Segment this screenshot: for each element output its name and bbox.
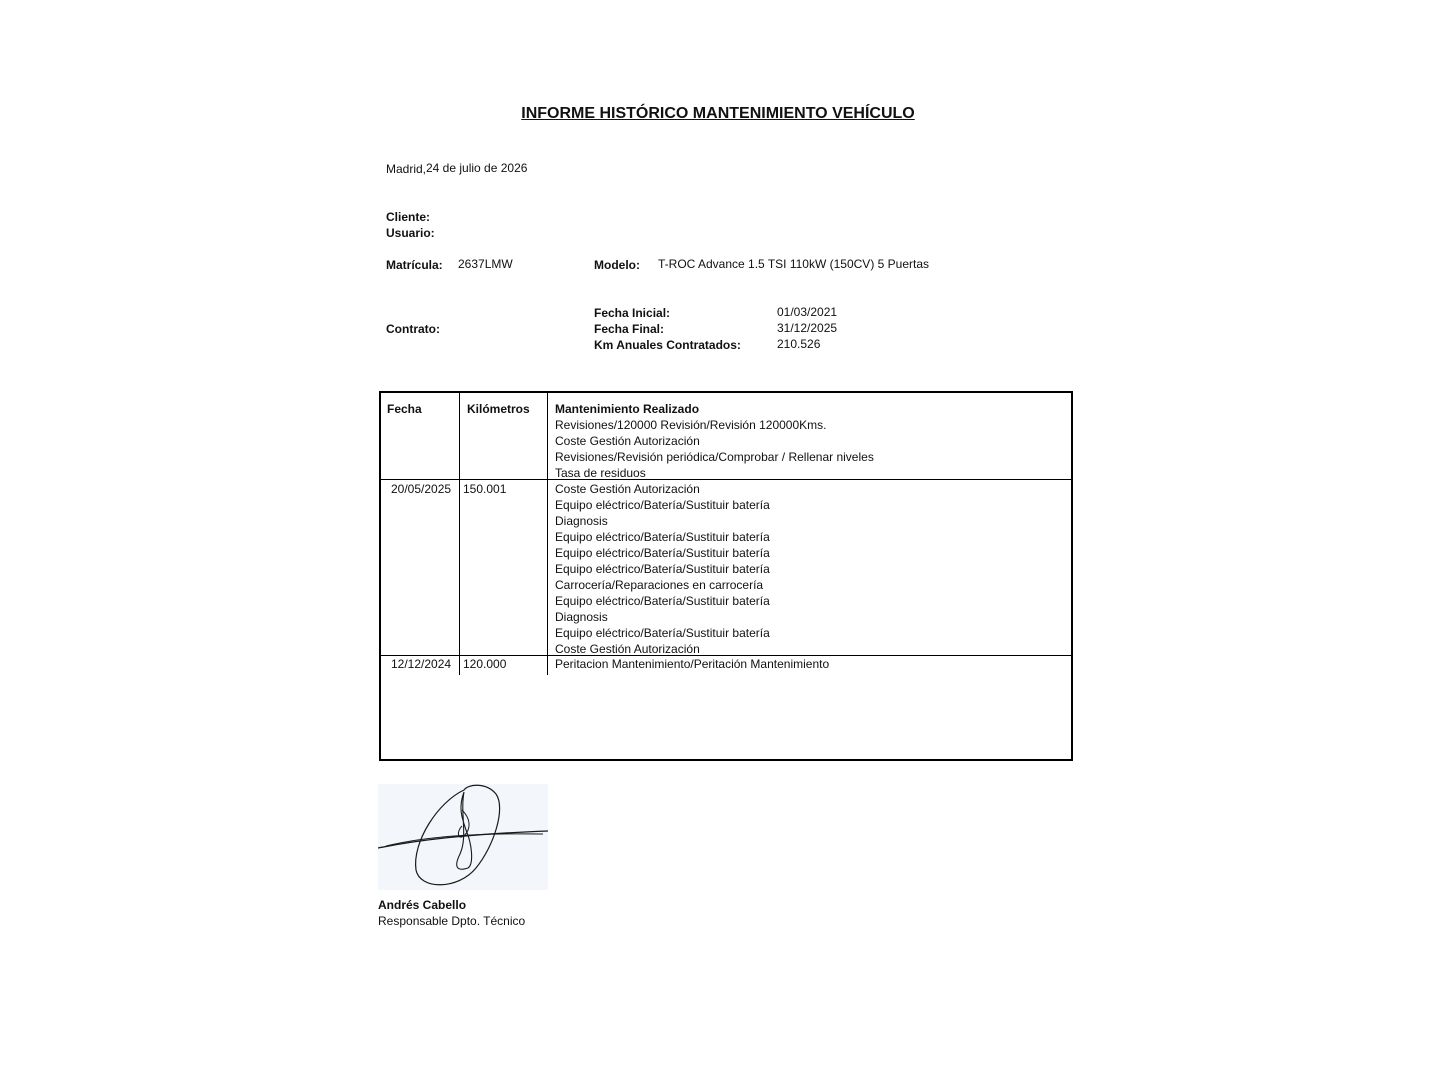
maintenance-item: Peritacion Mantenimiento/Peritación Mantenimiento [555, 657, 830, 671]
row-kilometros: 150.001 [463, 482, 507, 496]
column-divider [547, 393, 548, 675]
maintenance-item: Coste Gestión Autorización [555, 642, 700, 656]
matricula-value: 2637LMW [458, 257, 513, 271]
maintenance-item: Tasa de residuos [555, 466, 646, 480]
header-fecha: Fecha [387, 402, 422, 416]
contrato-label: Contrato: [386, 322, 440, 336]
column-divider [459, 393, 460, 675]
row-fecha: 12/12/2024 [391, 657, 452, 671]
maintenance-item: Revisiones/120000 Revisión/Revisión 120000Kms. [555, 418, 827, 432]
fecha-final-label: Fecha Final: [594, 322, 665, 336]
handwritten-signature [378, 784, 548, 890]
maintenance-item: Equipo eléctrico/Batería/Sustituir batería [555, 498, 770, 512]
report-date: 24 de julio de 2026 [426, 161, 528, 175]
modelo-label: Modelo: [594, 258, 640, 272]
usuario-label: Usuario: [386, 226, 435, 240]
signatory-role: Responsable Dpto. Técnico [378, 914, 526, 928]
fecha-inicial-value: 01/03/2021 [777, 305, 838, 319]
city-label: Madrid, [386, 162, 427, 176]
header-mantenimiento: Mantenimiento Realizado [555, 402, 700, 416]
fecha-inicial-label: Fecha Inicial: [594, 306, 671, 320]
maintenance-item: Carrocería/Reparaciones en carrocería [555, 578, 764, 592]
km-anuales-value: 210.526 [777, 337, 821, 351]
table-row [555, 417, 874, 481]
maintenance-table [379, 391, 1073, 761]
fecha-final-value: 31/12/2025 [777, 321, 838, 335]
modelo-value: T-ROC Advance 1.5 TSI 110kW (150CV) 5 Puertas [658, 257, 930, 271]
maintenance-item: Equipo eléctrico/Batería/Sustituir batería [555, 530, 770, 544]
header-kilometros: Kilómetros [467, 402, 530, 416]
signature-stroke-icon [378, 784, 548, 890]
maintenance-item: Diagnosis [555, 514, 608, 528]
signatory-name: Andrés Cabello [378, 898, 467, 912]
maintenance-item: Coste Gestión Autorización [555, 434, 700, 448]
maintenance-item: Equipo eléctrico/Batería/Sustituir batería [555, 562, 770, 576]
table-row [555, 481, 770, 657]
row-kilometros: 120.000 [463, 657, 507, 671]
maintenance-item: Equipo eléctrico/Batería/Sustituir batería [555, 594, 770, 608]
maintenance-item: Coste Gestión Autorización [555, 482, 700, 496]
row-fecha: 20/05/2025 [391, 482, 452, 496]
maintenance-item: Diagnosis [555, 610, 608, 624]
table-row [555, 656, 829, 672]
km-anuales-label: Km Anuales Contratados: [594, 338, 741, 352]
maintenance-item: Equipo eléctrico/Batería/Sustituir batería [555, 626, 770, 640]
maintenance-item: Equipo eléctrico/Batería/Sustituir batería [555, 546, 770, 560]
document-title: INFORME HISTÓRICO MANTENIMIENTO VEHÍCULO [521, 105, 915, 122]
maintenance-item: Revisiones/Revisión periódica/Comprobar / Rellenar niveles [555, 450, 874, 464]
cliente-label: Cliente: [386, 210, 431, 224]
matricula-label: Matrícula: [386, 258, 443, 272]
